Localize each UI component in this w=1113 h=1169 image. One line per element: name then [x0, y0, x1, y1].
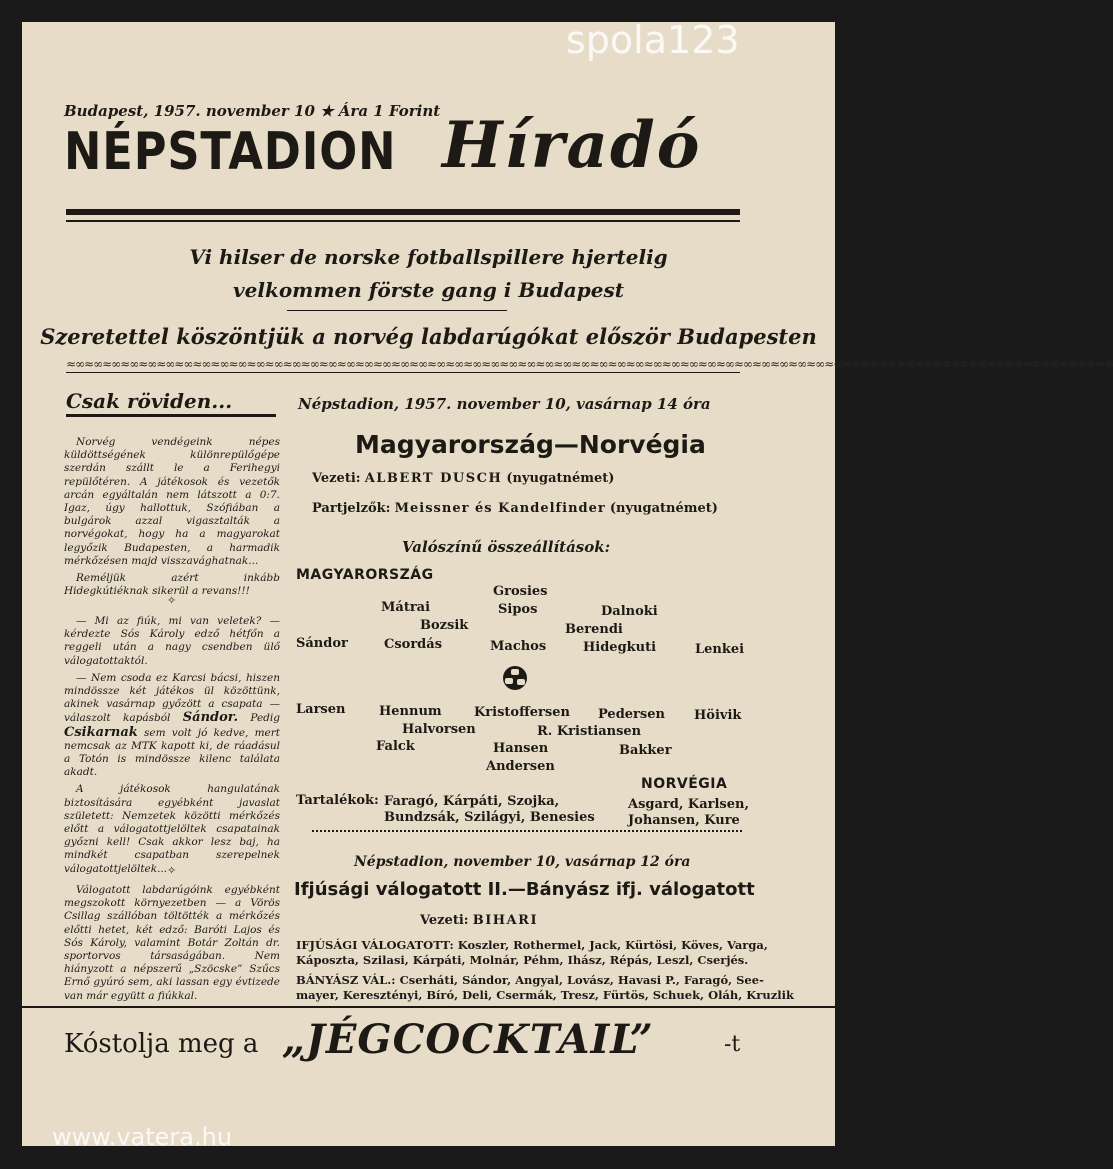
player-norway-rw: Höivik	[694, 708, 742, 723]
youth-squad-line1	[296, 938, 768, 952]
referee-note: (nyugatnémet)	[506, 471, 615, 486]
squad-players: Cserháti, Sándor, Angyal, Lovász, Havasi P., Faragó, See-	[399, 973, 764, 987]
reserves-norway-line1: Asgard, Karlsen,	[628, 797, 749, 812]
squad-label: BÁNYÁSZ VÁL.:	[296, 973, 396, 987]
player-norway-ri: Pedersen	[598, 707, 665, 722]
youth-referee-line	[420, 913, 538, 928]
team-hungary: MAGYARORSZÁG	[296, 567, 434, 583]
youth-referee-name: BIHARI	[472, 913, 539, 928]
player-hungary-lw: Lenkei	[695, 642, 745, 657]
youth-match-venue: Népstadion, november 10, vasárnap 12 óra	[354, 854, 691, 870]
norwegian-greeting-line1: Vi hilser de norske fotballspillere hjertelig	[189, 245, 668, 269]
sidebar-paragraph: Norvég vendégeink népes küldöttségének különrepülőgépe szerdán szállt le a Ferihegyi repülőtéren. A játékosok és vezetők arcán egyáltalán nem látszott a 0:7. Igaz, úgy hallottuk, Szófiában a bulgárok azzal vigasztalták a norvégokat, hogy ha a magyarokat legyőzik Budapesten, a harmadik mérkőzésen majd visszavághatnak...	[64, 436, 280, 567]
linesmen-names: Meissner és Kandelfinder	[394, 501, 606, 516]
name-emphasis: Sándor.	[182, 710, 238, 726]
player-hungary-rh: Bozsik	[420, 618, 469, 633]
reserves-hungary-line2: Bundzsák, Szilágyi, Benesies	[384, 810, 595, 825]
norwegian-greeting-line2: velkommen förste gang i Budapest	[233, 278, 624, 302]
player-hungary-rb: Mátrai	[381, 600, 431, 615]
player-norway-lh: Halvorsen	[402, 722, 476, 737]
sidebar-column-part1	[64, 436, 280, 602]
sidebar-column-part2	[64, 615, 280, 880]
squad-players: Koszler, Rothermel, Jack, Kürtösi, Köves, Varga,	[457, 938, 768, 952]
name-emphasis: Csikarnak	[64, 724, 138, 740]
squad-label: IFJÚSÁGI VÁLOGATOTT:	[296, 938, 454, 952]
banyasz-squad-line2: mayer, Keresztényi, Bíró, Deli, Csermák, Tresz, Fürtös, Schuek, Oláh, Kruzlik	[296, 988, 794, 1002]
youth-referee-label: Vezeti:	[420, 913, 469, 928]
watermark-top: spola123	[566, 18, 740, 62]
newspaper-page	[22, 22, 1113, 1146]
banyasz-squad-line1	[296, 973, 764, 987]
date-price-line: Budapest, 1957. november 10 ★ Ára 1 Forint	[64, 102, 441, 120]
football-icon	[503, 666, 527, 690]
masthead-hirado: Híradó	[442, 108, 702, 183]
player-hungary-lh: Berendi	[565, 622, 623, 637]
referee-name: ALBERT DUSCH	[364, 471, 503, 486]
player-norway-cb: Hansen	[493, 741, 549, 756]
diamond-separator-icon: ✧	[167, 594, 177, 607]
player-norway-lw: Larsen	[296, 702, 346, 717]
paragraph-text: sem volt jó kedve, mert nemcsak az MTK kapott ki, de ráadásul a Totón is mindössze kilenc találata akadt.	[64, 726, 280, 779]
player-norway-rh: R. Kristiansen	[537, 724, 642, 739]
player-norway-lb: Falck	[376, 739, 415, 754]
advert-divider	[22, 1006, 835, 1008]
advert-prefix: Kóstolja meg a	[64, 1029, 259, 1059]
team-norway: NORVÉGIA	[641, 776, 728, 792]
player-norway-cf: Kristoffersen	[474, 705, 570, 720]
masthead-rule-thick	[66, 209, 740, 215]
player-hungary-ri: Csordás	[384, 637, 443, 652]
player-hungary-li: Hidegkuti	[583, 640, 657, 655]
advert-product: „JÉGCOCKTAIL”	[282, 1016, 654, 1063]
linesmen-label: Partjelzők:	[312, 501, 391, 516]
reserves-norway-line2: Johansen, Kure	[628, 813, 740, 828]
sidebar-paragraph: A játékosok hangulatának biztosítására egyébként javaslat született: Nemzetek közötti mérkőzés előtt a válogatottjelöltek csapatainak győzni kell! Csak akkor lesz baj, ha mindkét csapatban szerepelnek válogatottjelöltek...	[64, 783, 280, 875]
player-norway-rb: Bakker	[619, 743, 672, 758]
sidebar-column-part3	[64, 884, 280, 1007]
sidebar-heading-rule	[66, 414, 276, 417]
youth-match-title: Ifjúsági válogatott II.—Bányász ifj. válogatott	[294, 879, 755, 900]
ornament-border: ≈∞≈∞≈∞≈∞≈∞≈∞≈∞≈∞≈∞≈∞≈∞≈∞≈∞≈∞≈∞≈∞≈∞≈∞≈∞≈∞≈∞≈∞≈∞≈∞≈∞≈∞≈∞≈∞≈∞≈∞≈∞≈∞≈∞≈∞≈∞≈∞≈∞≈∞≈∞≈∞≈∞≈∞≈∞≈∞≈∞≈∞≈∞≈∞≈∞≈∞≈∞≈∞≈∞≈∞≈∞≈∞≈∞≈∞	[66, 357, 1113, 371]
diamond-separator-icon: ✧	[167, 864, 177, 877]
player-norway-li: Hennum	[379, 704, 442, 719]
advert-suffix: -t	[724, 1032, 741, 1057]
watermark-bottom: www.vatera.hu	[52, 1123, 233, 1151]
reserves-hungary-line1: Faragó, Kárpáti, Szojka,	[384, 794, 560, 809]
sidebar-paragraph: Válogatott labdarúgóink egyébként megszokott környezetben — a Vörös Csillag szállóban töltötték a mérkőzés előtti hetet, két edző: Baróti Lajos és Sós Károly, valamint Botár Zoltán dr. sportorvos társaságában. Nem hiányzott a népszerű „Szöcske” Szűcs Ernő gyúró sem, aki lassan egy évtizede van már együtt a fiúkkal.	[64, 884, 280, 1002]
masthead-rule-thin	[66, 220, 740, 222]
ornament-rule	[66, 372, 740, 373]
dotted-separator	[312, 830, 742, 834]
player-hungary-cb: Sipos	[498, 602, 538, 617]
main-match-title: Magyarország—Norvégia	[355, 430, 706, 459]
sidebar-paragraph	[64, 672, 280, 780]
youth-squad-line2: Káposzta, Szilasi, Kárpáti, Molnár, Péhm, Ihász, Répás, Leszl, Cserjés.	[296, 953, 749, 967]
reserves-label: Tartalékok:	[296, 793, 379, 808]
main-match-venue: Népstadion, 1957. november 10, vasárnap 14 óra	[298, 395, 711, 413]
linesmen-note: (nyugatnémet)	[609, 501, 718, 516]
player-hungary-gk: Grosies	[493, 584, 548, 599]
masthead-nepstadion: NÉPSTADION	[64, 122, 397, 182]
player-norway-gk: Andersen	[486, 759, 555, 774]
greeting-divider	[287, 310, 507, 311]
paragraph-text: Pedig	[250, 712, 280, 725]
sidebar-paragraph: Reméljük azért inkább Hidegkútiéknak sikerül a revans!!!	[64, 572, 280, 598]
referee-line	[312, 471, 614, 486]
sidebar-heading: Csak röviden...	[66, 389, 233, 413]
referee-label: Vezeti:	[312, 471, 361, 486]
sidebar-paragraph: — Mi az fiúk, mi van veletek? — kérdezte Sós Károly edző hétfőn a reggeli után a nagy csendben ülő válogatottaktól.	[64, 615, 280, 667]
player-hungary-lb: Dalnoki	[601, 604, 658, 619]
lineups-heading: Valószínű összeállítások:	[402, 538, 611, 556]
player-hungary-rw: Sándor	[296, 636, 348, 651]
paragraph-text: — Nem csoda ez Karcsi bácsi, hiszen mindössze két játékos ül közöttünk, akinek vasárnap győzött a csapata — válaszolt kapásból	[64, 671, 280, 725]
player-hungary-cf: Machos	[490, 639, 547, 654]
linesmen-line	[312, 501, 718, 516]
hungarian-greeting: Szeretettel köszöntjük a norvég labdarúgókat először Budapesten	[40, 324, 817, 349]
